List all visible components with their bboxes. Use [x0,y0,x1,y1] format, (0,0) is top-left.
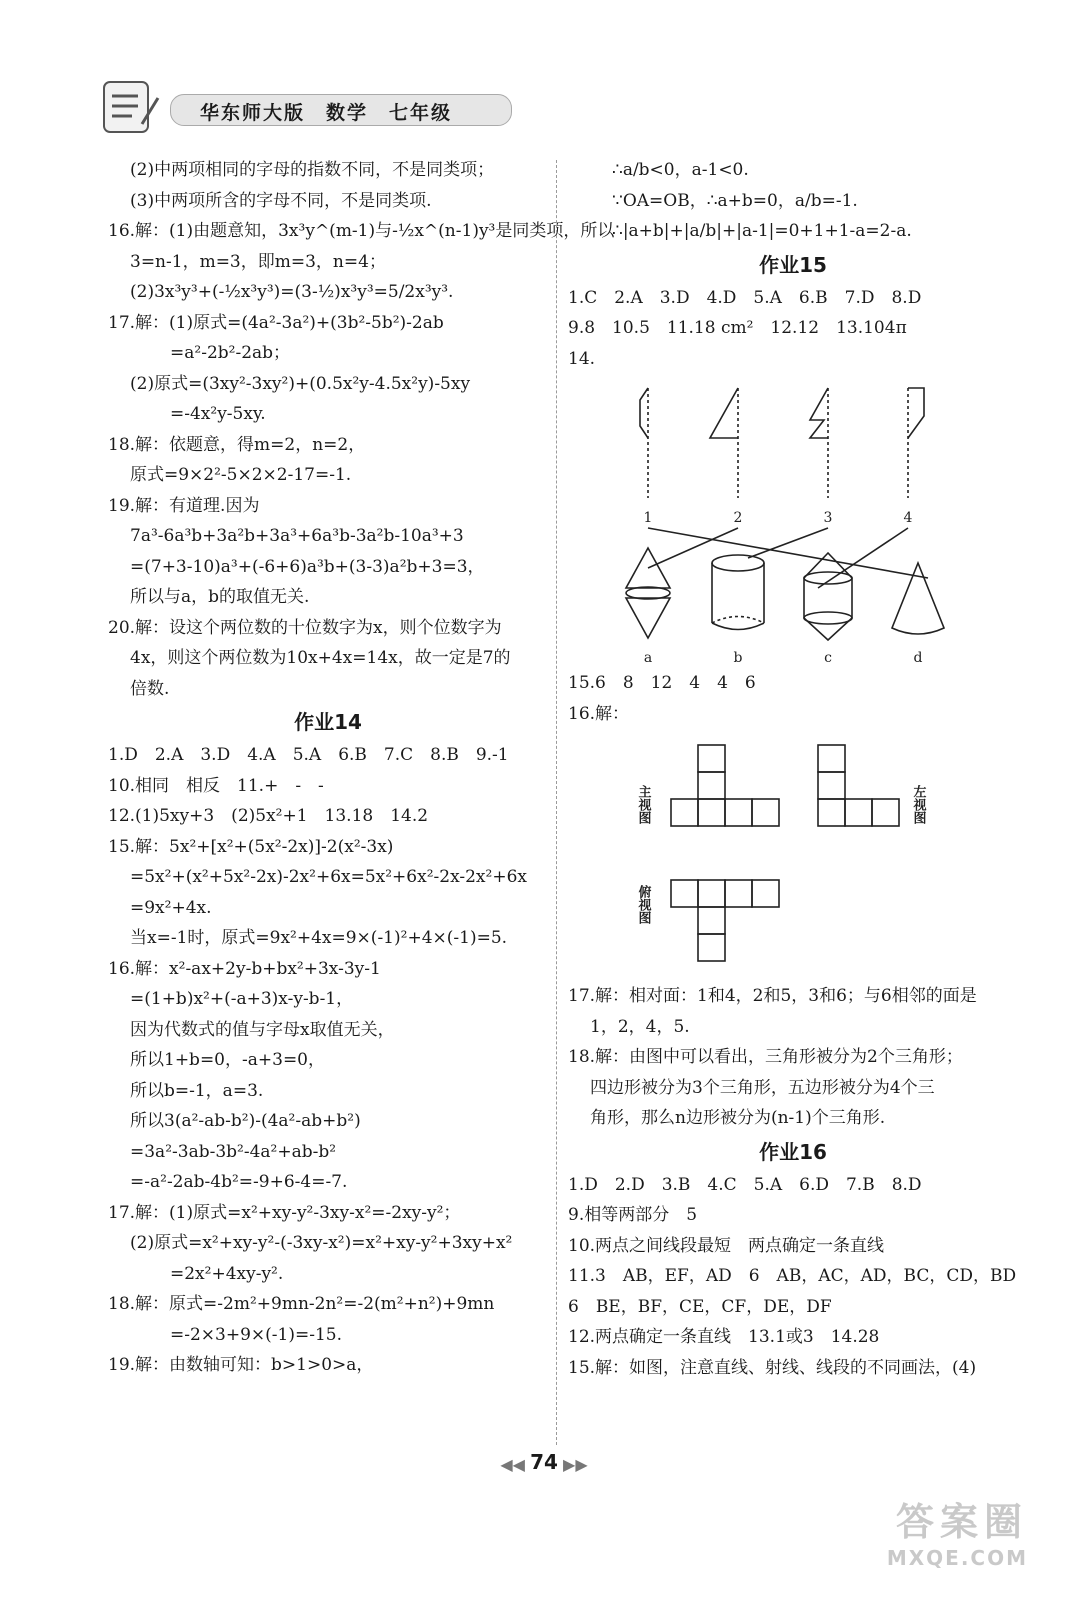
text-line: 11.3 AB，EF，AD 6 AB，AC，AD，BC，CD，BD [568,1266,1017,1286]
text-line: 当x=-1时，原式=9x²+4x=9×(-1)²+4×(-1)=5. [130,928,508,948]
text-line: 7a³-6a³b+3a²b+3a³+6a³b-3a²b-10a³+3 [130,526,464,546]
text-line: 因为代数式的值与字母x取值无关， [130,1019,395,1040]
text-line: ∴a/b<0，a-1<0. [612,160,749,180]
text-line: (2)原式=(3xy²-3xy²)+(0.5x²y-4.5x²y)-5xy [130,373,471,394]
figure-label: b [733,650,743,666]
text-line: =(1+b)x²+(-a+3)x-y-b-1， [130,989,354,1009]
text-line: 20.解：设这个两位数的十位数字为x，则个位数字为 [108,617,502,638]
text-line: (2)中两项相同的字母的指数不同，不是同类项； [130,160,495,180]
profile-3 [810,388,828,438]
text-line: 四边形被分为3个三角形，五边形被分为4个三 [590,1077,935,1098]
text-line: ∴|a+b|+|a/b|+|a-1|=0+1+1-a=2-a. [612,221,912,241]
cylinder-solid [712,555,764,571]
profile-4 [908,388,924,438]
text-line: 4x，则这个两位数为10x+4x=14x，故一定是7的 [130,648,511,668]
text-line: =9x²+4x. [130,897,212,918]
text-line: 17.解：(1)原式=x²+xy-y²-3xy-x²=-2xy-y²； [108,1202,461,1223]
section-title-hw16: 作业16 [759,1139,827,1164]
text-line: 14. [568,348,596,369]
chevron-left-icon: ◀◀ [500,1455,525,1474]
right-column [568,155,1018,1383]
text-line: 16.解： [568,703,630,724]
text-line: 17.解：(1)原式=(4a²-3a²)+(3b²-5b²)-2ab [108,312,444,333]
text-line: 19.解：由数轴可知：b>1>0>a， [108,1355,374,1375]
figure-label: 2 [733,510,743,526]
column-divider [556,160,557,1445]
header-title: 华东师大版 数学 七年级 [200,102,453,124]
top-view-label: 俯视图 [635,885,651,924]
watermark-url: MXQE.COM [886,1546,1028,1570]
figure-label: d [913,650,923,666]
left-view-label: 左视图 [910,785,926,824]
text-line: 9.相等两部分 5 [568,1205,698,1225]
text-line: 15.解：5x²+[x²+(5x²-2x)]-2(x²-3x) [108,836,394,857]
text-line: 12.两点确定一条直线 13.1或3 14.28 [568,1327,880,1347]
figure-label: a [643,650,653,666]
text-line: =-a²-2ab-4b²=-9+6-4=-7. [130,1172,348,1192]
text-line: 17.解：相对面：1和4，2和5，3和6；与6相邻的面是 [568,986,977,1006]
text-line: 1.C 2.A 3.D 4.D 5.A 6.B 7.D 8.D [568,287,922,308]
text-line: 10.两点之间线段最短 两点确定一条直线 [568,1235,885,1256]
text-line: 16.解：(1)由题意知，3x³y^(m-1)与-½x^(n-1)y³是同类项，所以 [108,221,615,241]
section-title-hw15: 作业15 [759,252,827,277]
text-line: 16.解：x²-ax+2y-b+bx²+3x-3y-1 [108,958,381,979]
text-line: 15.解：如图，注意直线、射线、线段的不同画法，(4) [568,1357,977,1378]
text-line: 1，2，4，5. [590,1016,690,1037]
text-line: 倍数. [130,678,170,699]
text-line: 9.8 10.5 11.18 cm² 12.12 13.104π [568,318,907,338]
text-line: 12.(1)5xy+3 (2)5x²+1 13.18 14.2 [108,806,429,826]
watermark-logo-text: 答案圈 [895,1500,1028,1544]
text-line: 10.相同 相反 11.+ - - [108,775,324,796]
text-line: 3=n-1，m=3，即m=3，n=4； [130,251,386,272]
left-column [108,155,615,1381]
notebook-icon [100,78,160,136]
text-line: 1.D 2.D 3.B 4.C 5.A 6.D 7.B 8.D [568,1174,922,1195]
main-view-label: 主视图 [635,785,651,824]
text-line: 19.解：有道理.因为 [108,495,260,516]
text-line: (2)3x³y³+(-½x³y³)=(3-½)x³y³=5/2x³y³. [130,282,454,302]
three-views-figure [628,735,958,975]
text-line: 原式=9×2²-5×2×2-17=-1. [130,465,352,485]
figure-label: 1 [643,510,653,526]
text-line: =a²-2b²-2ab； [170,343,291,363]
text-line: =2x²+4xy-y². [170,1263,284,1284]
text-line: 1.D 2.A 3.D 4.A 5.A 6.B 7.C 8.B 9.-1 [108,745,509,765]
section-title-hw14: 作业14 [294,710,362,734]
text-line: =-4x²y-5xy. [170,404,266,424]
page-number: 74 [530,1450,558,1474]
text-line: (2)原式=x²+xy-y²-(-3xy-x²)=x²+xy-y²+3xy+x² [130,1233,513,1253]
text-line: ∵OA=OB，∴a+b=0，a/b=-1. [612,190,858,211]
profile-1 [640,388,648,438]
page-footer [0,1450,1088,1474]
text-line: 18.解：由图中可以看出，三角形被分为2个三角形； [568,1047,963,1067]
text-line: 所以3(a²-ab-b²)-(4a²-ab+b²) [130,1111,361,1131]
shape-matching-figure [618,378,1038,668]
text-line: =(7+3-10)a³+(-6+6)a³b+(3-3)a²b+3=3， [130,556,485,577]
text-line: =-2×3+9×(-1)=-15. [170,1324,343,1345]
cone-cylinder-solid [804,553,852,640]
book-header [100,78,520,138]
figure-label: 4 [903,510,913,526]
chevron-right-icon: ▶▶ [563,1455,588,1474]
text-line: 15.6 8 12 4 4 6 [568,673,756,693]
figure-label: 3 [823,510,833,526]
text-line: 6 BE，BF，CE，CF，DE，DF [568,1296,832,1317]
text-line: 所以b=-1，a=3. [130,1080,264,1101]
watermark [887,1491,1028,1570]
figure-label: c [824,650,832,666]
text-line: (3)中两项所含的字母不同，不是同类项. [130,190,432,211]
text-line: 18.解：原式=-2m²+9mn-2n²=-2(m²+n²)+9mn [108,1294,495,1314]
text-line: 所以与a，b的取值无关. [130,587,310,607]
text-line: 所以1+b=0，-a+3=0， [130,1050,326,1070]
text-line: 角形，那么n边形被分为(n-1)个三角形. [590,1108,886,1128]
text-line: 18.解：依题意，得m=2，n=2， [108,434,366,455]
text-line: =3a²-3ab-3b²-4a²+ab-b² [130,1141,337,1162]
text-line: =5x²+(x²+5x²-2x)-2x²+6x=5x²+6x²-2x-2x²+6x [130,867,527,887]
profile-2 [710,388,738,438]
